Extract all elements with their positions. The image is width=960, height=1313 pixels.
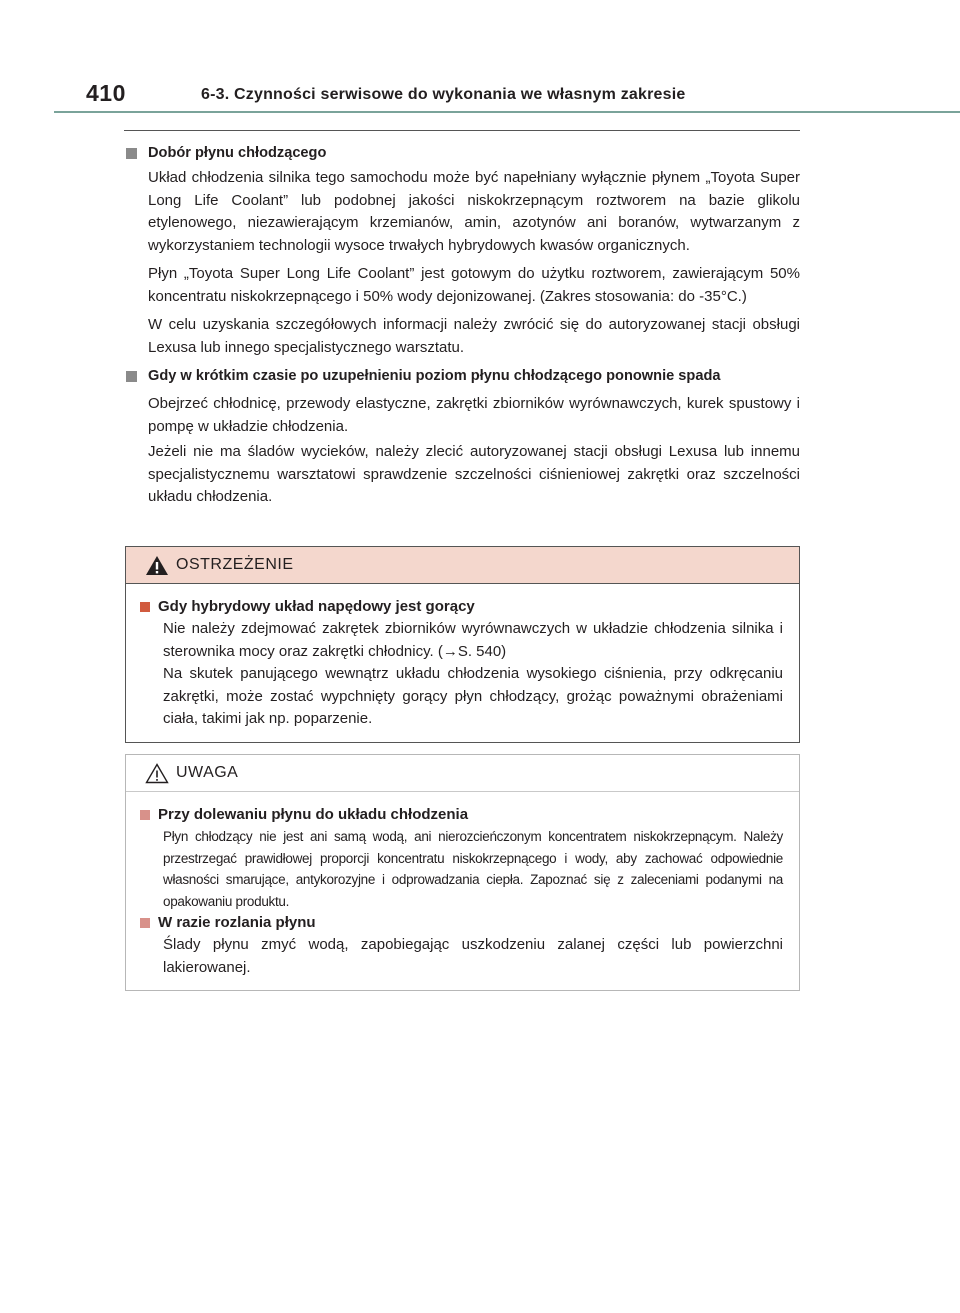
notice-box-title: UWAGA [176,764,239,781]
notice-paragraph: Ślady płynu zmyć wodą, zapobiegając uszkodzeniu zalanej części lub powierzchni lakierowanej. [163,936,783,976]
warning-paragraph: Nie należy zdejmować zakrętek zbiorników wyrównawczych w układzie chłodzenia silnika i sterownika mocy oraz zakrętki chłodnicy. (→S. 540) [163,620,783,660]
notice-box-header [126,755,799,792]
header-divider [54,111,960,113]
warning-box-header [126,547,799,584]
notice-item-heading-text: Przy dolewaniu płynu do układu chłodzenia [158,806,469,823]
page-number: 410 [86,80,126,106]
section-heading-text: Gdy w krótkim czasie po uzupełnieniu poziom płynu chłodzącego ponownie spada [148,368,721,384]
warning-box-body [126,584,799,731]
section-divider [124,130,800,131]
page-header [0,0,960,112]
section-heading [124,142,800,164]
warning-item-heading-text: Gdy hybrydowy układ napędowy jest gorący [158,598,475,615]
caution-triangle-icon [145,763,169,784]
main-content [124,138,800,509]
square-bullet-icon [140,810,150,820]
notice-item-heading-text: W razie rozlania płynu [158,914,316,931]
paragraph: Płyn „Toyota Super Long Life Coolant” jest gotowym do użytku roztworem, zawierającym 50% koncentratu niskokrzepnącego i 50% wody dejonizowanej. (Zakres stosowania: do -35°C.) [148,265,800,305]
chapter-title: 6-3. Czynności serwisowe do wykonania we własnym zakresie [201,86,686,103]
notice-paragraph: Płyn chłodzący nie jest ani samą wodą, ani nierozcieńczonym koncentratem niskokrzepnącym. Należy przestrzegać prawidłowej proporcji koncentratu niskokrzepnącego i wody, aby zachować odpowiednie własności smarujące, antykorozyjne i odprowadzania ciepła. Zapoznać się z zaleceniami podanymi na opakowaniu produktu. [163,829,783,909]
warning-triangle-icon [145,555,169,576]
section-heading [124,365,800,387]
paragraph: Jeżeli nie ma śladów wycieków, należy zlecić autoryzowanej stacji obsługi Lexusa lub innemu specjalistycznemu warsztatowi sprawdzenie szczelności ciśnieniowej zakrętki oraz szczelności układu chłodzenia. [148,443,800,505]
paragraph: W celu uzyskania szczegółowych informacji należy zwrócić się do autoryzowanej stacji obsługi Lexusa lub innego specjalistycznego warsztatu. [148,316,800,356]
square-bullet-icon [126,148,137,159]
paragraph: Układ chłodzenia silnika tego samochodu może być napełniany wyłącznie płynem „Toyota Super Long Life Coolant” lub podobnej jakości niskokrzepnącym roztworem na bazie glikolu etylenowego, niezawierającym krzemianów, amin, azotynów ani boranów, wytwarzanym z wykorzystaniem technologii wysoce trwałych hybrydowych kwasów organicznych. [148,169,800,254]
warning-paragraph: Na skutek panującego wewnątrz układu chłodzenia wysokiego ciśnienia, przy odkręcaniu zakrętki, może zostać wypchnięty gorący płyn chłodzący, grożąc poważnymi obrażeniami ciała, takimi jak np. poparzenie. [163,665,783,727]
warning-box [125,546,800,743]
notice-box-body [126,792,799,979]
square-bullet-icon [140,602,150,612]
warning-item-heading [138,596,783,618]
paragraph: Obejrzeć chłodnicę, przewody elastyczne, zakrętki zbiorników wyrównawczych, kurek spustowy i pompę w układzie chłodzenia. [148,395,800,435]
notice-box [125,754,800,991]
notice-item-heading [138,912,783,934]
square-bullet-icon [126,371,137,382]
warning-box-title: OSTRZEŻENIE [176,556,294,573]
section-heading-text: Dobór płynu chłodzącego [148,145,327,161]
square-bullet-icon [140,918,150,928]
notice-item-heading [138,804,783,826]
